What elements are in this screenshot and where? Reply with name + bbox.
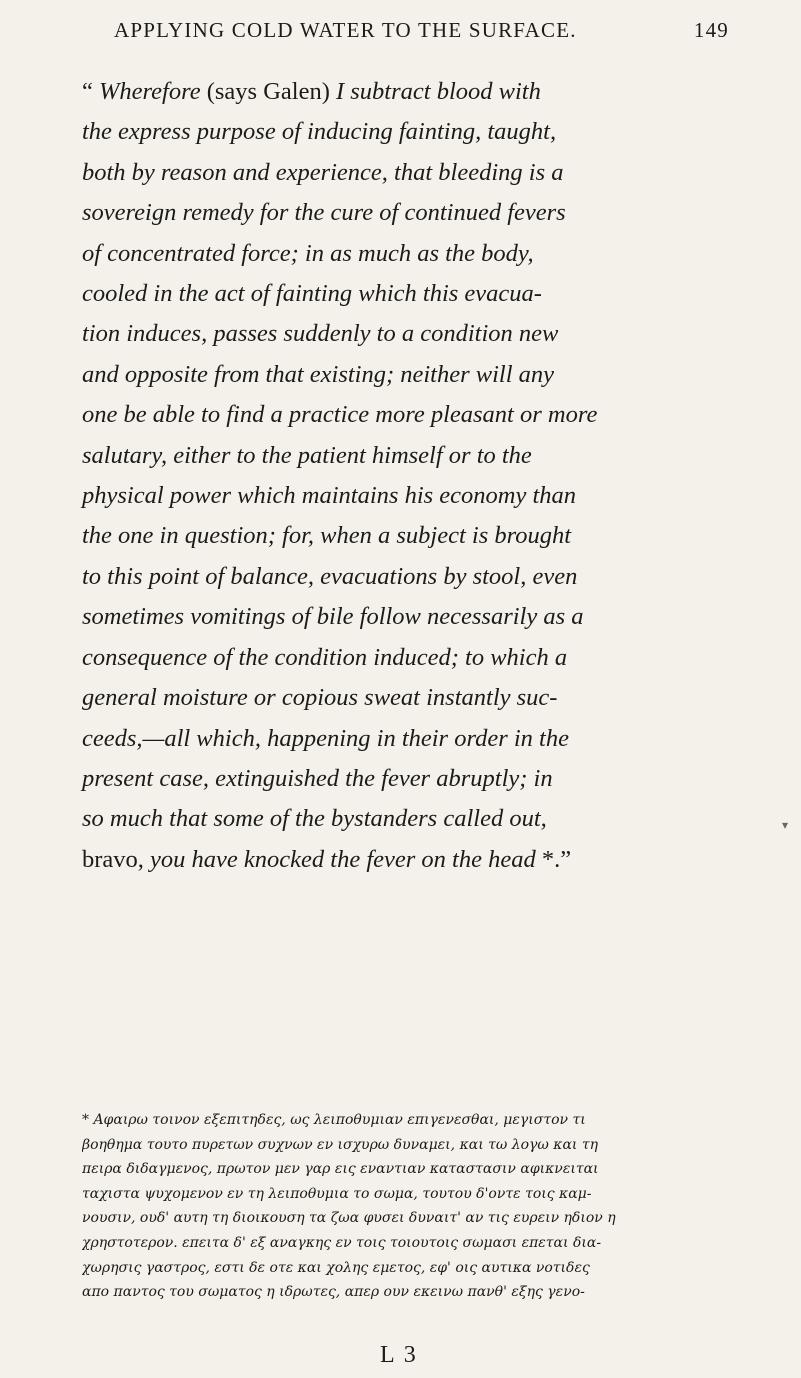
footnote-line: βοηθημα τουτο πυρετων συχνων εν ισχυρω δυναμει, και τω λογω και τη: [82, 1136, 598, 1153]
text-line: [82, 799, 737, 839]
text-line: [82, 395, 737, 435]
text-line: [82, 638, 737, 678]
text-line: [82, 678, 737, 718]
text-line: [82, 436, 737, 476]
page-number: 149: [693, 18, 729, 42]
footnote-line: χρηστοτερον. επειτα δ' εξ αναγκης εν τοις τοιουτοις σωμασι επεται δια-: [82, 1234, 602, 1251]
text-line: [82, 516, 737, 556]
text-run: (says Galen): [200, 78, 336, 105]
margin-mark: ▾: [782, 818, 789, 832]
text-run: to this point of balance, evacuations by stool, even: [82, 562, 578, 590]
text-run: salutary, either to the patient himself or to the: [82, 441, 532, 469]
text-run: physical power which maintains his economy than: [82, 482, 577, 510]
footnote-line: * Αφαιρω τοινον εξεπιτηδες, ως λειποθυμιαν επιγενεσθαι, μεγιστον τι: [82, 1112, 586, 1128]
text-run: so much that some of the bystanders called out,: [82, 805, 547, 833]
footnote-line: ταχιστα ψυχομενον εν τη λειποθυμια το σωμα, τουτου δ'οντε τοις καμ-: [82, 1185, 592, 1202]
greek-footnote: [82, 1108, 742, 1305]
text-line: [82, 314, 737, 354]
galen-quotation: [82, 72, 737, 880]
text-line: [82, 840, 737, 880]
text-run: the one in question; for, when a subject is brought: [82, 522, 572, 550]
text-line: [82, 557, 737, 597]
text-line: [82, 234, 737, 274]
text-run: “: [82, 78, 99, 105]
text-line: [82, 355, 737, 395]
footnote-line: χωρησις γαστρος, εστι δε οτε και χολης εμετος, εφ' οις αυτικα νοτιδες: [82, 1259, 590, 1276]
header-title: APPLYING COLD WATER TO THE SURFACE.: [114, 18, 577, 42]
text-run: sometimes vomitings of bile follow necessarily as a: [82, 603, 584, 631]
text-run: consequence of the condition induced; to which a: [82, 643, 568, 671]
text-run: both by reason and experience, that bleeding is a: [82, 158, 564, 186]
text-line: [82, 759, 737, 799]
footnote-line: απο παντος του σωματος η ιδρωτες, απερ ουν εκεινω πανθ' εξης γενο-: [82, 1284, 585, 1301]
text-run: of concentrated force; in as much as the body,: [82, 239, 534, 267]
signature-mark: L 3: [380, 1342, 418, 1368]
text-run: cooled in the act of fainting which this evacua-: [82, 280, 542, 308]
text-run: present case, extinguished the fever abruptly; in: [82, 764, 553, 792]
text-run: Wherefore: [99, 78, 201, 105]
text-line: [82, 193, 737, 233]
text-line: [82, 719, 737, 759]
text-line: [82, 112, 737, 152]
text-run: I subtract blood with: [335, 78, 541, 105]
running-header: [114, 18, 729, 43]
text-run: you have knocked the fever on the head: [150, 845, 536, 873]
footnote-line: νουσιν, ουδ' αυτη τη διοικουση τα ζωα φυσει δυναιτ' αν τις ευρειν ηδιον η: [82, 1210, 616, 1227]
text-run: sovereign remedy for the cure of continued fevers: [82, 199, 566, 227]
text-line: [82, 476, 737, 516]
text-line: [82, 274, 737, 314]
text-line: [82, 153, 737, 193]
text-run: tion induces, passes suddenly to a condition new: [82, 320, 559, 348]
footnote-line: πειρα διδαγμενος, πρωτον μεν γαρ εις εναντιαν καταστασιν αφικνειται: [82, 1161, 599, 1178]
text-run: the express purpose of inducing fainting, taught,: [82, 118, 557, 146]
text-run: bravo,: [82, 845, 151, 873]
text-run: general moisture or copious sweat instantly suc-: [82, 684, 558, 712]
text-run: one be able to find a practice more pleasant or more: [82, 401, 598, 429]
text-run: ceeds,—all which, happening in their order in the: [82, 724, 569, 752]
text-run: *.”: [535, 845, 572, 873]
text-line: [82, 72, 737, 112]
text-run: and opposite from that existing; neither will any: [82, 360, 555, 388]
text-line: [82, 597, 737, 637]
